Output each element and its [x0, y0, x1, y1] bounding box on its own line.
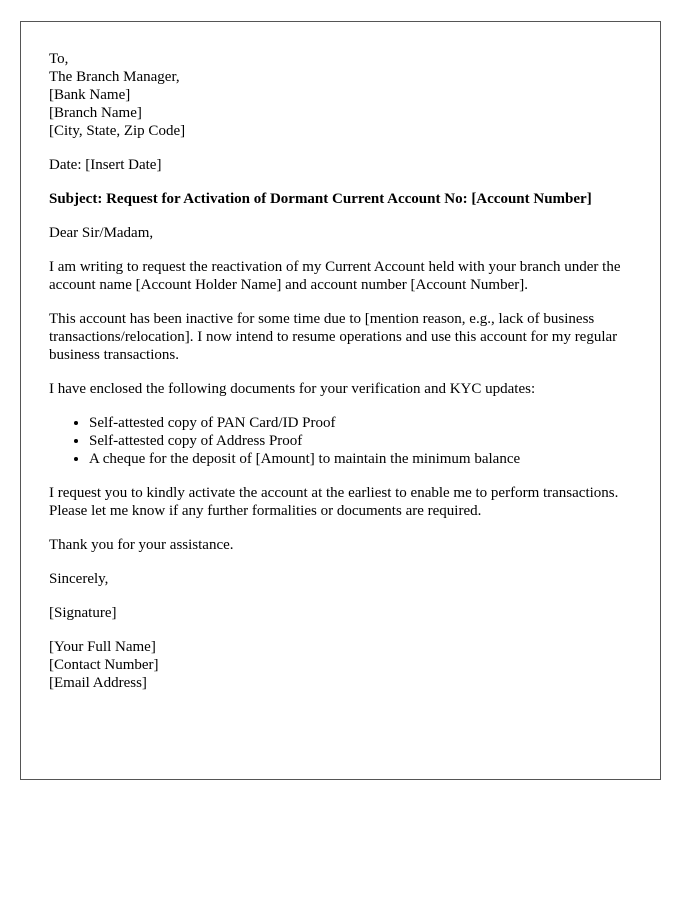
- recipient-line: [Branch Name]: [49, 105, 142, 121]
- thanks-line: Thank you for your assistance.: [49, 537, 234, 553]
- salutation: Dear Sir/Madam,: [49, 225, 154, 241]
- subject-line: Subject: Request for Activation of Dormant Current Account No: [Account Number]: [49, 191, 592, 207]
- recipient-line: To,: [49, 51, 69, 67]
- signature: [Signature]: [49, 605, 117, 621]
- closing-paragraph: I request you to kindly activate the account at the earliest to enable me to perform transactions. Please let me know if any further formalities or documents are required.: [49, 485, 619, 519]
- body-paragraph: This account has been inactive for some time due to [mention reason, e.g., lack of business transactions/relocation]. I now intend to resume operations and use this account for my regular business transactions.: [49, 311, 618, 363]
- list-item: • Self-attested copy of Address Proof: [89, 432, 632, 450]
- sign-off: Sincerely,: [49, 571, 109, 587]
- sender-line: [Contact Number]: [49, 657, 159, 673]
- list-item: • A cheque for the deposit of [Amount] to maintain the minimum balance: [89, 450, 632, 468]
- list-item: • Self-attested copy of PAN Card/ID Proof: [89, 414, 632, 432]
- date-line: Date: [Insert Date]: [49, 157, 162, 173]
- letter-document: [20, 21, 661, 780]
- recipient-line: [City, State, Zip Code]: [49, 123, 186, 139]
- sender-line: [Email Address]: [49, 675, 147, 691]
- recipient-line: [Bank Name]: [49, 87, 131, 103]
- sender-line: [Your Full Name]: [49, 639, 156, 655]
- sender-details: [49, 638, 632, 692]
- enclosed-documents-list: [49, 414, 632, 468]
- body-paragraph: I am writing to request the reactivation of my Current Account held with your branch under the account name [Account Holder Name] and account number [Account Number].: [49, 259, 621, 293]
- recipient-address: [49, 50, 632, 140]
- recipient-line: The Branch Manager,: [49, 69, 180, 85]
- body-paragraph: I have enclosed the following documents for your verification and KYC updates:: [49, 381, 536, 397]
